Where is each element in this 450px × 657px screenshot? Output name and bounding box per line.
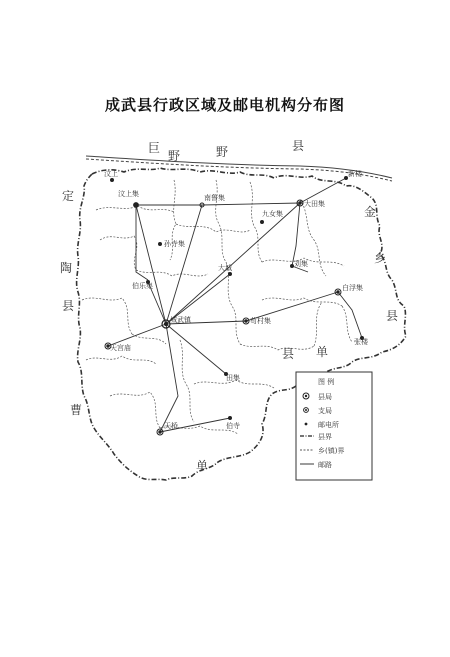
label-dongpo: 汶上 bbox=[104, 170, 118, 178]
label-tianshe: 天桥 bbox=[164, 422, 178, 430]
label-chengwu: 城武镇 bbox=[170, 316, 191, 324]
label-baofeng: 苟村集 bbox=[250, 317, 271, 325]
neighbor-north-1: 巨 bbox=[148, 141, 161, 155]
label-dafan: 大田集 bbox=[304, 200, 325, 208]
neighbor-west-3: 县 bbox=[62, 299, 75, 313]
neighbor-southwest: 曹 bbox=[70, 403, 83, 417]
neighbor-east-1: 金 bbox=[364, 205, 377, 219]
neighbor-south-1: 县 bbox=[282, 347, 295, 361]
neighbor-south-3: 单 bbox=[196, 459, 209, 473]
neighbor-west-1: 定 bbox=[62, 189, 75, 203]
legend-item-post-office: 邮电所 bbox=[318, 421, 339, 429]
neighbor-west-2: 陶 bbox=[60, 261, 73, 275]
legend-item-branch-office: 支局 bbox=[318, 407, 332, 415]
branch-office-marker bbox=[134, 203, 139, 208]
legend-item-township-border: 乡(镇)界 bbox=[318, 447, 345, 455]
label-gaozhuang: 张楼 bbox=[354, 338, 368, 346]
label-xinlou: 新楼 bbox=[348, 170, 362, 178]
label-tianji: 天宫庙 bbox=[110, 344, 131, 352]
neighbor-north-4: 县 bbox=[292, 139, 305, 153]
label-jiuzhen: 九女集 bbox=[262, 210, 283, 218]
legend-title: 图 例 bbox=[318, 378, 335, 386]
neighbor-east-3: 县 bbox=[386, 309, 399, 323]
legend-item-county-office: 县局 bbox=[318, 393, 332, 401]
label-sunsi: 孙寺集 bbox=[164, 240, 185, 248]
neighbor-north-3: 野 bbox=[216, 145, 229, 159]
label-pangzhai: 大城 bbox=[218, 264, 232, 272]
map-title: 成武县行政区域及邮电机构分布图 bbox=[104, 96, 345, 114]
label-nanlu: 南鲁集 bbox=[204, 194, 225, 202]
legend-item-postal-route: 邮路 bbox=[318, 461, 332, 469]
label-wenshang: 汶上集 bbox=[118, 190, 139, 198]
label-bohe: 伯寺 bbox=[226, 422, 240, 430]
legend-item-county-border: 县界 bbox=[318, 433, 332, 441]
label-liuji: 刘集 bbox=[294, 260, 308, 268]
label-baifu: 白浮集 bbox=[342, 284, 363, 292]
label-yuanqiao: 伯乐集 bbox=[132, 282, 153, 290]
neighbor-north-2: 野 bbox=[168, 149, 181, 163]
neighbor-east-2: 乡 bbox=[374, 251, 387, 265]
neighbor-south-2: 单 bbox=[316, 345, 329, 359]
label-tianmiao: 田集 bbox=[226, 374, 240, 382]
legend bbox=[296, 372, 372, 480]
